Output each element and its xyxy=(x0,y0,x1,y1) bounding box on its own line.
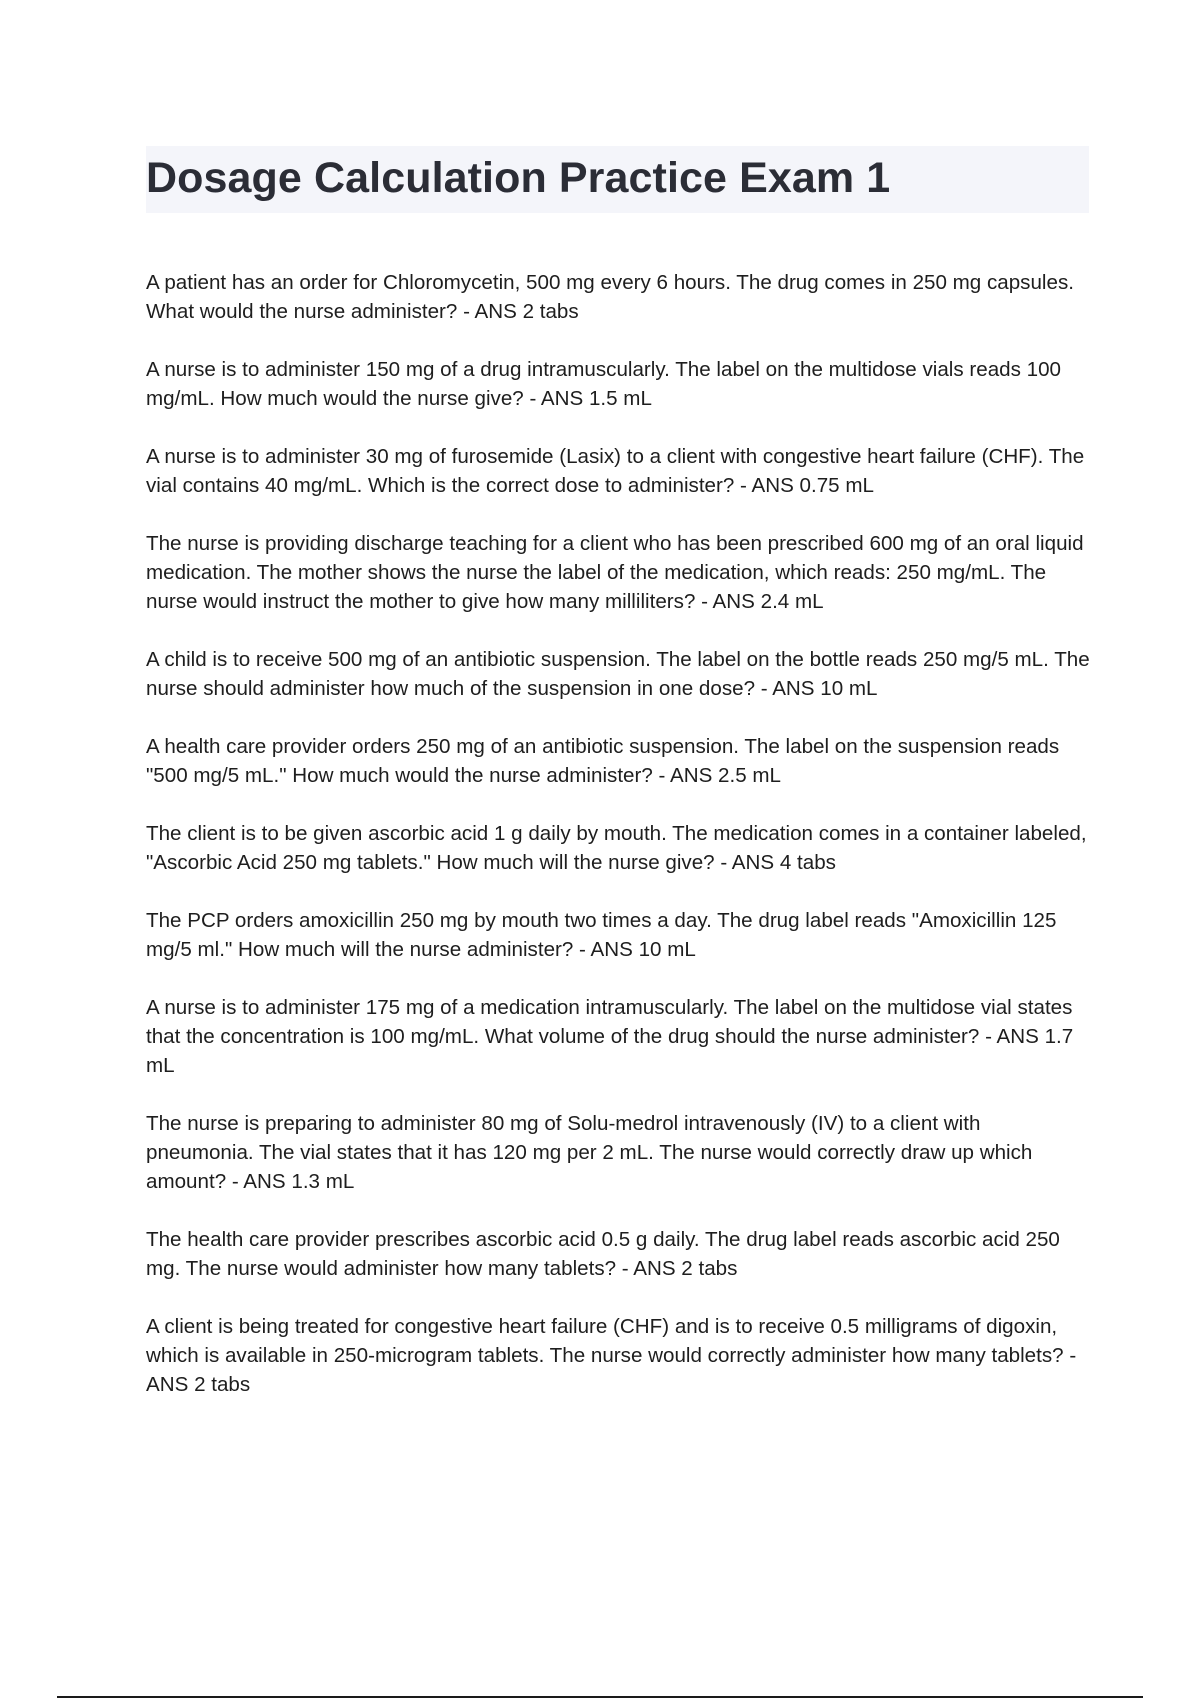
question-item: The client is to be given ascorbic acid 1 g daily by mouth. The medication comes in a container labeled, "Ascorbic Acid 250 mg tablets." How much will the nurse give? - ANS 4 tabs xyxy=(146,822,1087,874)
question-item: The nurse is preparing to administer 80 mg of Solu-medrol intravenously (IV) to a client with pneumonia. The vial states that it has 120 mg per 2 mL. The nurse would correctly draw up which amount? - ANS 1.3 mL xyxy=(146,1112,1033,1193)
question-item: A child is to receive 500 mg of an antibiotic suspension. The label on the bottle reads 250 mg/5 mL. The nurse should administer how much of the suspension in one dose? - ANS 10 mL xyxy=(146,648,1090,700)
question-item: A health care provider orders 250 mg of an antibiotic suspension. The label on the suspension reads "500 mg/5 mL." How much would the nurse administer? - ANS 2.5 mL xyxy=(146,735,1060,787)
question-list xyxy=(146,268,1091,1428)
page-title: Dosage Calculation Practice Exam 1 xyxy=(146,154,891,202)
question-item: A nurse is to administer 30 mg of furosemide (Lasix) to a client with congestive heart failure (CHF). The vial contains 40 mg/mL. Which is the correct dose to administer? - ANS 0.75 mL xyxy=(146,445,1085,497)
question-item: The health care provider prescribes ascorbic acid 0.5 g daily. The drug label reads ascorbic acid 250 mg. The nurse would administer how many tablets? - ANS 2 tabs xyxy=(146,1228,1060,1280)
title-band xyxy=(146,146,1089,213)
question-item: The nurse is providing discharge teaching for a client who has been prescribed 600 mg of an oral liquid medication. The mother shows the nurse the label of the medication, which reads: 250 mg/mL. The nurse would instruct the mother to give how many milliliters? - ANS 2.4 mL xyxy=(146,532,1084,613)
footer-rule xyxy=(57,1696,1143,1698)
question-item: A client is being treated for congestive heart failure (CHF) and is to receive 0.5 milligrams of digoxin, which is available in 250-microgram tablets. The nurse would correctly administer how many tablets? - ANS 2 tabs xyxy=(146,1315,1077,1396)
question-item: A nurse is to administer 175 mg of a medication intramuscularly. The label on the multidose vial states that the concentration is 100 mg/mL. What volume of the drug should the nurse administer? - ANS 1.7 mL xyxy=(146,996,1074,1077)
question-item: The PCP orders amoxicillin 250 mg by mouth two times a day. The drug label reads "Amoxicillin 125 mg/5 ml." How much will the nurse administer? - ANS 10 mL xyxy=(146,909,1057,961)
question-item: A patient has an order for Chloromycetin, 500 mg every 6 hours. The drug comes in 250 mg capsules. What would the nurse administer? - ANS 2 tabs xyxy=(146,271,1074,323)
question-item: A nurse is to administer 150 mg of a drug intramuscularly. The label on the multidose vials reads 100 mg/mL. How much would the nurse give? - ANS 1.5 mL xyxy=(146,358,1061,410)
